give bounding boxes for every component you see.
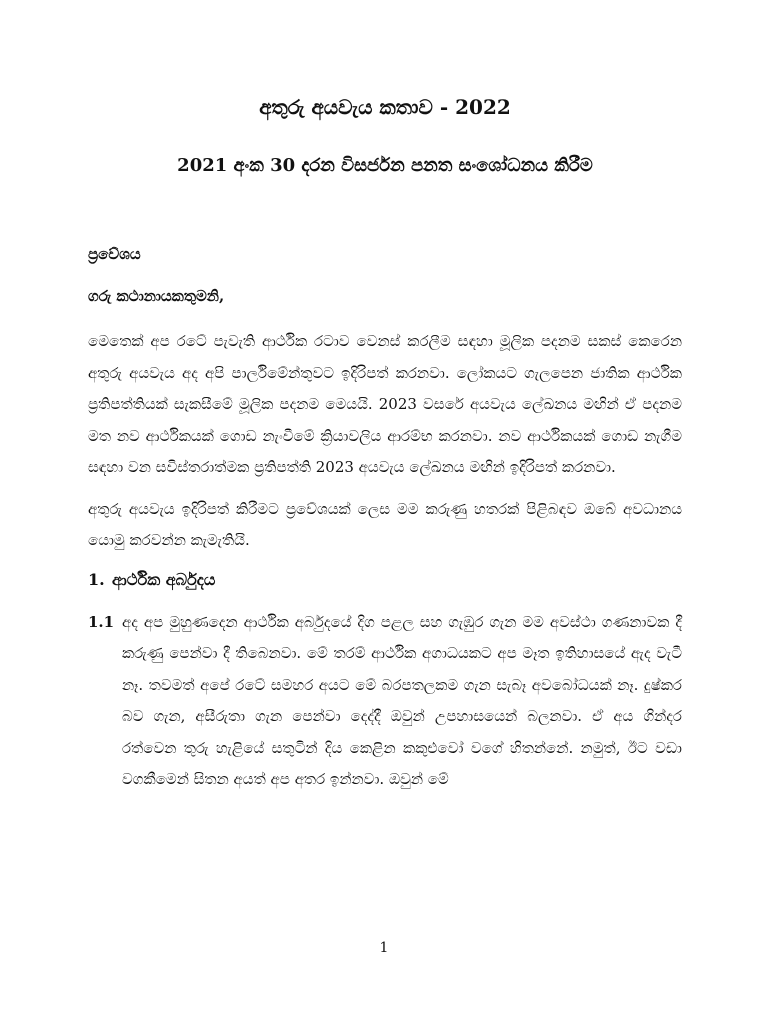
page-title: අතුරු අයවැය කතාව - 2022 xyxy=(259,95,511,119)
section-heading xyxy=(88,567,682,593)
section-number: 1. xyxy=(88,569,105,589)
subsection-paragraph xyxy=(88,607,682,796)
page-subtitle: 2021 අංක 30 දරන විසර්ජන පනත සංශෝධනය කිරීම xyxy=(177,155,593,176)
paragraph: මෙතෙක් අප රටේ පැවැති ආර්ථික රටාව වෙනස් කරලීම සඳහා මූලික පදනම සකස් කෙරෙන අතුරු අයවැය අද අපි පාර්ලිමේන්තුවට ඉදිරිපත් කරනවා. ලෝකයට ගැලපෙන ජාතික ආර්ථික ප්‍රතිපත්තියක් සැකසීමේ මූලික පදනම මෙයයි. 2023 වසරේ අයවැය ලේඛනය මඟින් ඒ පදනම මත නව ආර්ථිකයක් ගොඩ නැංවීමේ ක්‍රියාවලිය ආරම්භ කරනවා. නව ආර්ථිකයක් ගොඩ නැගීම සඳහා වන සවිස්තරාත්මක ප්‍රතිපත්ති 2023 අයවැය ලේඛනය මඟින් ඉදිරිපත් කරනවා. xyxy=(88,332,682,476)
paragraph: අතුරු අයවැය ඉදිරිපත් කිරීමට ප්‍රවේශයක් ලෙස මම කරුණු හතරක් පිළිබඳව ඔබේ අවධානය යොමු කරවන්න කැමැතියි. xyxy=(88,499,682,549)
subsection-number: 1.1 xyxy=(88,612,115,631)
intro-heading: ප්‍රවේශය xyxy=(88,245,141,263)
page-number: 1 xyxy=(379,940,389,956)
subsection-text: අද අප මුහුණදෙන ආර්ථික අර්බුදයේ දිග පළල සහ ගැඹුර ගැන මම අවස්ථා ගණනාවක දී කරුණු පෙන්වා දී තිබෙනවා. මේ තරම් ආර්ථික අගාධයකට අප මෑත ඉතිහාසයේ ඇද වැටී නෑ. තවමත් අපේ රටේ සමහර අයට මේ බරපතලකම ගැන සැබෑ අවබෝධයක් නෑ. දුෂ්කර බව ගැන, අසීරුතා ගැන පෙන්වා දෙද්දී ඔවුන් උපහාසයෙන් බලනවා. ඒ අය ගින්දර රත්වෙන තුරු හැළියේ සතුටින් දිය කෙළින කකුළුවෝ වගේ හිතන්නේ. නමුත්, ඊට වඩා වගකීමෙන් සිතන අයත් අප අතර ඉන්නවා. ඔවුන් මේ xyxy=(122,612,682,788)
salutation: ගරු කථානායකතුමනි, xyxy=(88,287,225,305)
section-title: ආර්ථික අර්බුදය xyxy=(112,569,216,589)
